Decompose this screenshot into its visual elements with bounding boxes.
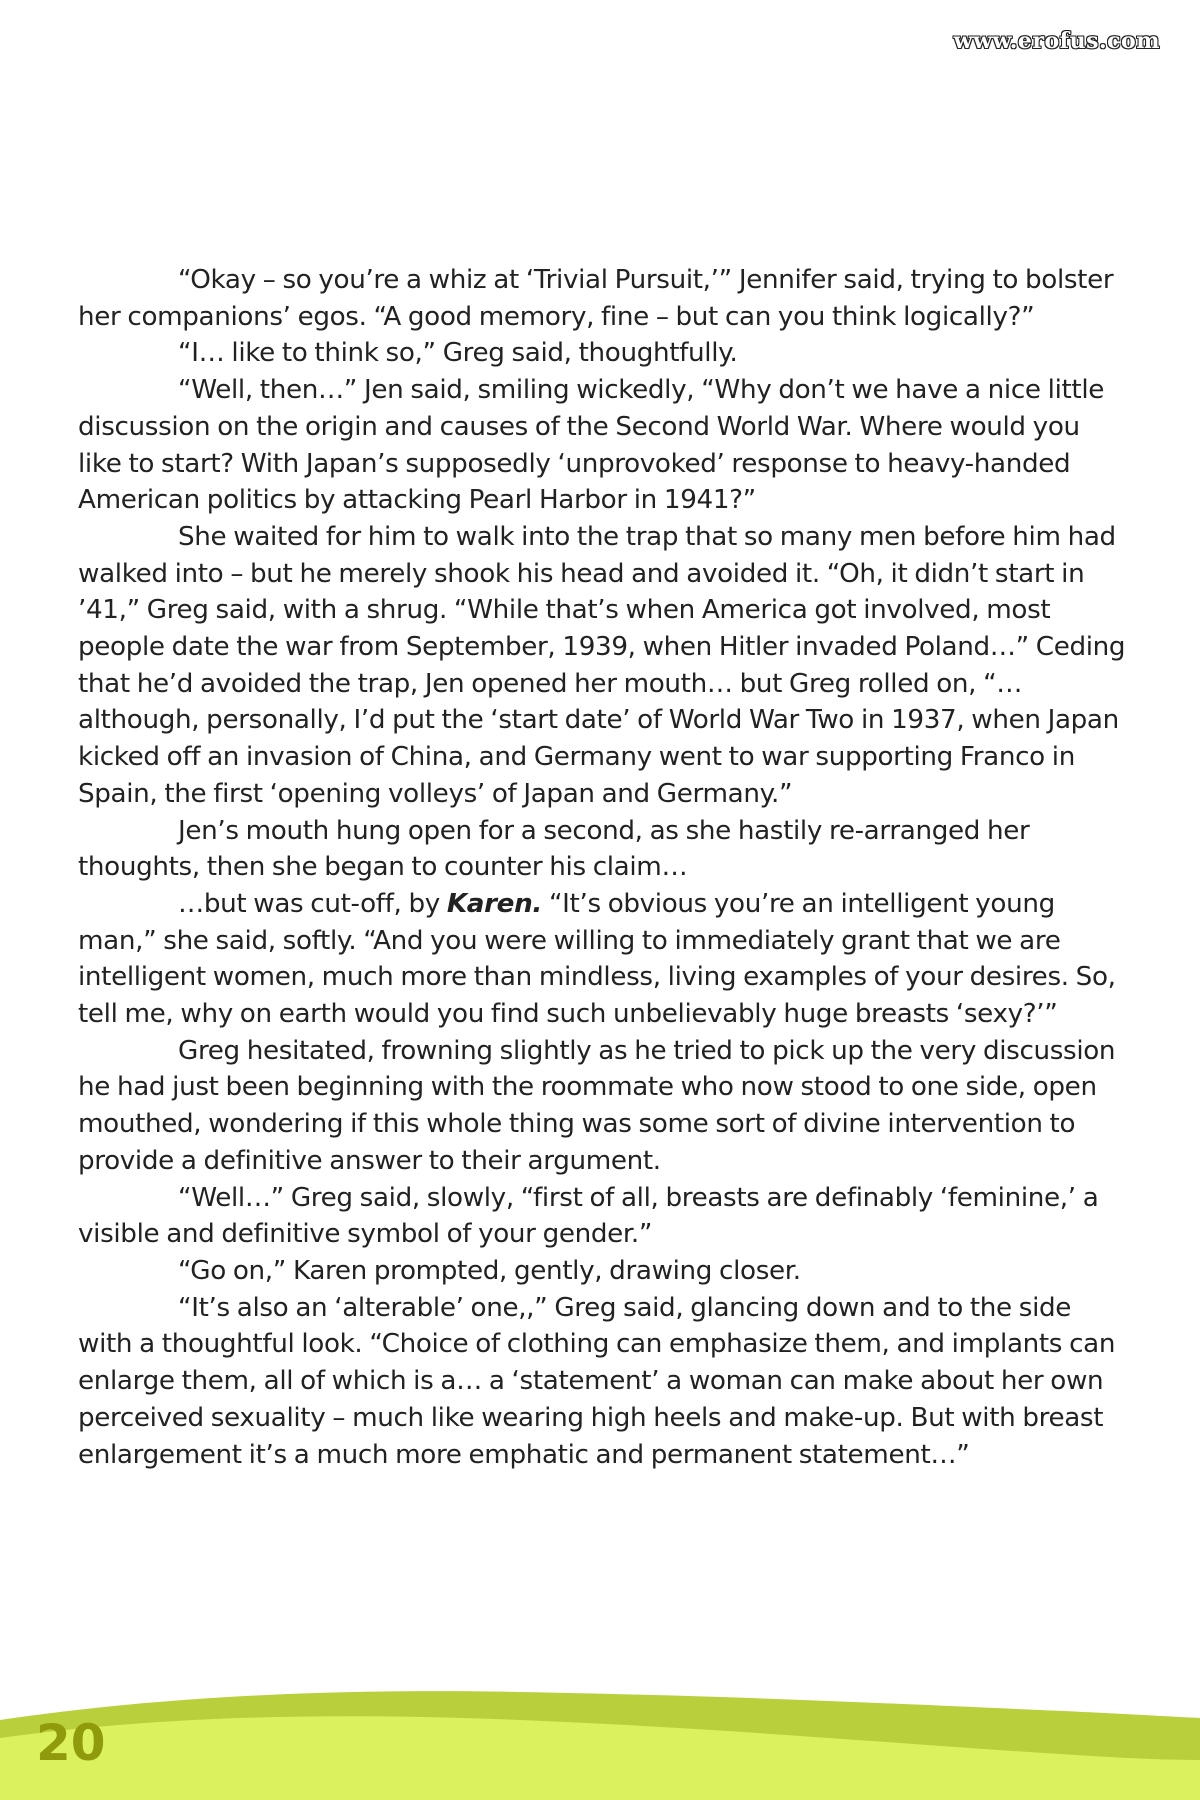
watermark: www.erofus.com <box>953 28 1160 54</box>
paragraph: She waited for him to walk into the trap that so many men before him had walked into – but he merely shook his head and avoided it. “Oh, it didn’t start in ’41,” Greg said, with a shrug. “While that’s when America got involved, most people date the war from September, 1939, when Hitler invaded Poland…” Ceding that he’d avoided the trap, Jen opened her mouth… but Greg rolled on, “…although, personally, I’d put the ‘start date’ of World War Two in 1937, when Japan kicked off an invasion of China, and Germany went to war supporting Franco in Spain, the first ‘opening volleys’ of Japan and Germany.” <box>78 521 1126 809</box>
page-number: 20 <box>36 1714 106 1772</box>
paragraph: “Go on,” Karen prompted, gently, drawing closer. <box>178 1255 801 1286</box>
paragraph: “I… like to think so,” Greg said, thoughtfully. <box>178 338 738 369</box>
paragraph: “Well…” Greg said, slowly, “first of all, breasts are definably ‘feminine,’ a visible and definitive symbol of your gender.” <box>78 1182 1099 1250</box>
footer-wave-graphic <box>0 1680 1200 1800</box>
paragraph-karen-before: …but was cut-off, by <box>178 888 447 919</box>
footer-wave <box>0 1680 1200 1800</box>
paragraph: “Okay – so you’re a whiz at ‘Trivial Pursuit,’” Jennifer said, trying to bolster her companions’ egos. “A good memory, fine – but can you think logically?” <box>78 265 1114 332</box>
paragraph: Jen’s mouth hung open for a second, as she hastily re-arranged her thoughts, then she began to counter his claim… <box>78 815 1030 883</box>
paragraph: Greg hesitated, frowning slightly as he tried to pick up the very discussion he had just been beginning with the roommate who now stood to one side, open mouthed, wondering if this whole thing was some sort of divine intervention to provide a definitive answer to their argument. <box>78 1035 1116 1176</box>
paragraph-karen-after: “It’s obvious you’re an intelligent young man,” she said, softly. “And you were willing to immediately grant that we are intelligent women, much more than mindless, living examples of your desires. So, tell me, why on earth would you find such unbelievably huge breasts ‘sexy?’” <box>78 888 1116 1030</box>
paragraph-karen <box>78 886 1128 1033</box>
paragraph: “Well, then…” Jen said, smiling wickedly, “Why don’t we have a nice little discussion on the origin and causes of the Second World War. Where would you like to start? With Japan’s supposedly ‘unprovoked’ response to heavy-handed American politics by attacking Pearl Harbor in 1941?” <box>78 375 1105 516</box>
paragraph: “It’s also an ‘alterable’ one,,” Greg said, glancing down and to the side with a thoughtful look. “Choice of clothing can emphasize them, and implants can enlarge them, all of which is a… a ‘statement’ a woman can make about her own perceived sexuality – much like wearing high heels and make-up. But with breast enlargement it’s a much more emphatic and permanent statement…” <box>78 1292 1116 1470</box>
story-text <box>78 262 1128 1473</box>
character-name-karen: Karen. <box>446 888 542 919</box>
